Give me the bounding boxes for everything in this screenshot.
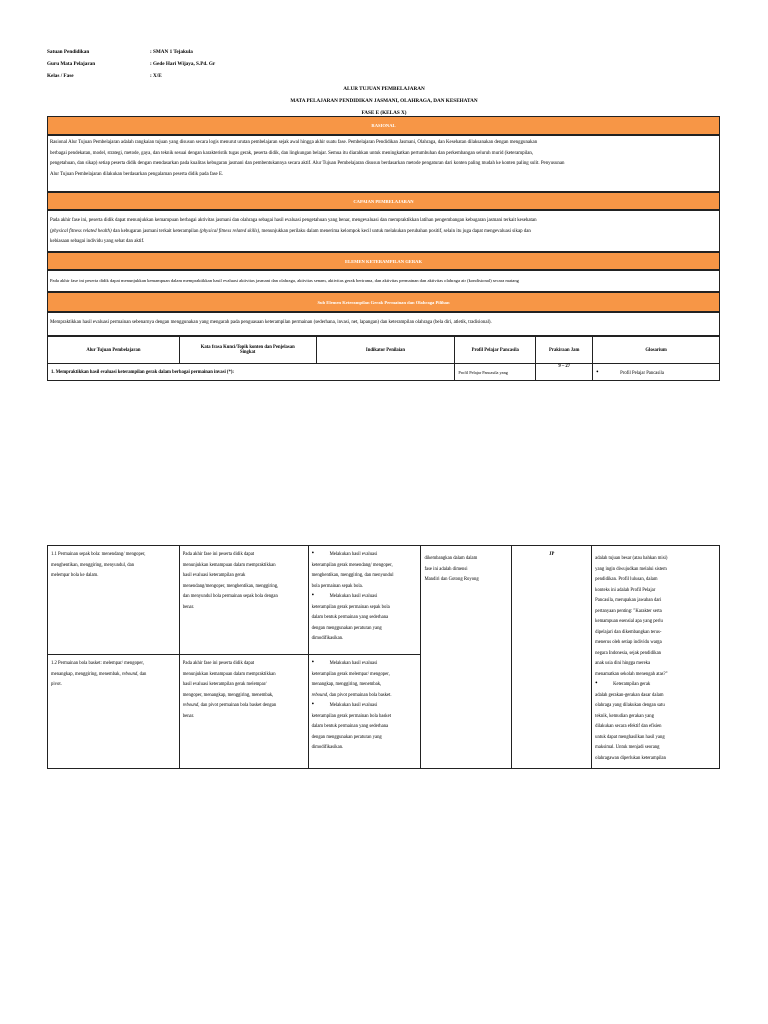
row1-alur: 1. Mempraktikkan hasil evaluasi keterampilan gerak dalam berbagai permainan invasi (*): (48, 364, 455, 381)
info-guru (47, 61, 215, 67)
bullet-icon: • (595, 679, 598, 687)
col-glosarium: Glosarium (593, 337, 720, 364)
rasional-heading: RASIONAL (47, 116, 720, 135)
r1-indikator: • Melakukan hasil evaluasi keterampilan gerak menendang/ mengoper, menghentikan, menggiring, dan menyundul bola permainan sepak bola. • Melakukan hasil evaluasi keterampilan gerak permainan sepak bola dalam bentuk permainan yang sederhana dengan menggunakan peraturan yang dimodifikasikan. (308, 546, 421, 655)
r2-alur: 1.2 Permainan bola basket: melempar/ mengoper, menangkap, menggiring, menembak, rebound, dan pivot. (48, 655, 180, 769)
capaian-mid: dan kebugaran jasmani terkait keterampilan (111, 228, 200, 234)
guru-label: Guru Mata Pelajaran (47, 61, 96, 67)
info-satuan (47, 49, 193, 55)
kelas-label: Kelas / Fase (47, 73, 74, 79)
kelas-value: : X/E (150, 73, 162, 79)
bullet-icon: • (311, 658, 315, 667)
r2-kata-frasa: Pada akhir fase ini peserta didik dapat menunjukkan kemampuan dalam mempraktikkan hasil evaluasi keterampilan gerak melempar/ mengoper, menangkap, menggiring, menembak, rebound, dan pivot permainan bola basket dengan benar. (179, 655, 308, 769)
satuan-value: : SMAN 1 Tejakula (150, 49, 193, 55)
r1-kata-frasa: Pada akhir fase ini peserta didik dapat menunjukkan kemampuan dalam mempraktikkan hasil evaluasi keterampilan gerak menendang/mengoper, menghentikan, menggiring, dan menyundul bola permainan sepak bola dengan benar. (179, 546, 308, 655)
info-kelas (47, 73, 162, 79)
glosarium-cell: adalah tujuan besar (atau bahkan misi) yang ingin diwujudkan melalui sistem pendidikan. Profil lulusan, dalam konteks ini adalah Profil Pelajar Pancasila, merupakan jawaban dari pertanyaan penting: "Karakter serta kemampuan esensial apa yang perlu dipelajari dan dikembangkan terus- menerus oleh setiap individu warga negara Indonesia, sejak pendidikan anak usia dini hingga mereka menamatkan sekolah menengah atas?" • Keterampilan gerak adalah gerakan-gerakan dasar dalam olahraga yang dilakukan dengan satu teknik, kemudian gerakan yang dilakukan secara efektif dan efisien untuk dapat menghasilkan hasil yang maksimal. Untuk menjadi seorang olahragawan diperlukan keterampilan (592, 546, 720, 769)
r1-alur: 1.1 Permainan sepak bola: menendang/ mengoper, menghentikan, menggiring, menyundul, dan melempar bola ke dalam. (48, 546, 180, 655)
capaian-end: , menunjukkan perilaku dalam menerima kelompok kecil untuk melakukan perubahan positif, selain itu juga dapat mengevaluasi sikap dan (259, 228, 531, 234)
row1-jam: 9 – 27 (536, 364, 593, 381)
elemen-text: Pada akhir fase ini peserta didik dapat menunjukkan kemampuan dalam mempraktikkan hasil evaluasi aktivitas jasmani dan olahraga, aktivitas senam, aktivitas gerak berirama, dan aktivitas permainan dan aktivitas olahraga air (kondisional) secara matang (50, 278, 519, 283)
atp-table-header (47, 336, 720, 381)
table-row (48, 364, 720, 381)
atp-table-continued (47, 545, 720, 769)
profil-cell: dikembangkan dalam dalam fase ini adalah dimensi Mandiri dan Gotong Royong (421, 546, 512, 769)
table-row (48, 546, 720, 655)
col-kata-frasa: Kata frasa Kunci/Topik konten dan Penjelasan Singkat (179, 337, 316, 364)
col-profil: Profil Pelajar Pancasila (455, 337, 536, 364)
rasional-line-2: berbagai pendekatan, model, strategi, metode, gaya, dan teknik sesuai dengan karakteristik tugas gerak, peserta didik, dan lingkungan belajar. Semua itu diarahkan untuk meningkatkan pertumbuhan dan perkembangan seluruh murid (keterampilan, (50, 150, 534, 156)
rasional-text (50, 138, 717, 180)
title-mapel: MATA PELAJARAN PENDIDIKAN JASMANI, OLAHRAGA, DAN KESEHATAN (290, 98, 478, 104)
capaian-italic-1: (physical fitness related health) (50, 228, 112, 234)
bullet-icon: • (311, 591, 315, 599)
elemen-heading: ELEMEN KETERAMPILAN GERAK (47, 252, 720, 270)
row1-glosarium: • Profil Pelajar Pancasila (593, 364, 720, 381)
sub-elemen-text: Mempraktikkan hasil evaluasi permainan sebenarnya dengan menggunakan yang mengarah pada penguasaan keterampilan permainan (sederhana, invasi, net, lapangan) dan keterampilan olahraga (bela diri, atletik, tradisional). (50, 320, 492, 325)
rasional-line-3: pengetahuan, dan sikap) setiap peserta didik dengan mendasarkan pada kualitas kebugaran jasmani dan pembentukannya secara aktif. Alur Tujuan Pembelajaran disusun berdasarkan metode pengaturan dari konten paling mudah ke konten paling sulit. Penyusunan (50, 161, 565, 166)
row1-profil: Profil Pelajar Pancasila yang (455, 364, 536, 381)
bullet-icon: • (596, 367, 599, 376)
sub-elemen-heading: Sub Elemen Keterampilan Gerak Permainan dan Olahraga Pilihan (47, 292, 720, 312)
col-alur: Alur Tujuan Pembelajaran (48, 337, 180, 364)
col-prakiraan: Prakiraan Jam (536, 337, 593, 364)
capaian-heading: CAPAIAN PEMBELAJARAN (47, 192, 720, 210)
capaian-line-3: kebiasaan sebagai individu yang sehat dan aktif. (50, 239, 145, 244)
col-indikator: Indikator Penilaian (316, 337, 455, 364)
guru-value: : Gede Hari Wijaya, S.Pd. Gr (150, 61, 216, 67)
capaian-line-2 (50, 227, 717, 238)
title-atp: ALUR TUJUAN PEMBELAJARAN (343, 86, 425, 92)
table-header-row (48, 337, 720, 364)
title-fase: FASE E (KELAS X) (361, 110, 407, 116)
capaian-text (50, 216, 717, 248)
capaian-line-1: Pada akhir fase ini, peserta didik dapat menunjukkan kemampuan berbagai aktivitas jasmani dan olahraga sebagai hasil evaluasi pengetahuan yang benar, mengevaluasi dan mempraktikkan latihan pengembangan kebugaran jasmani terkait kesehatan (50, 218, 537, 223)
rasional-line-1: Rasional Alur Tujuan Pembelajaran adalah rangkaian tujuan yang disusun secara logis menurut urutan pembelajaran sejak awal hingga akhir suatu fase. Pembelajaran Pendidikan Jasmani, Olahraga, dan Kesehatan dilaksanakan dengan menggunakan (50, 140, 538, 145)
bullet-icon: • (311, 700, 315, 709)
satuan-label: Satuan Pendidikan (47, 49, 90, 55)
capaian-italic-2: (physical fitness related skills) (199, 228, 260, 234)
rasional-line-4: Alur Tujuan Pembelajaran dilakukan berdasarkan pengalaman peserta didik pada fase E. (50, 171, 224, 177)
r2-indikator: • Melakukan hasil evaluasi keterampilan gerak melempar/ mengoper, menangkap, menggiring, menembak, rebound, dan pivot permainan bola basket. • Melakukan hasil evaluasi keterampilan gerak permainan bola basket dalam bentuk permainan yang sederhana dengan menggunakan peraturan yang dimodifikasikan. (308, 655, 421, 769)
jp-cell: JP (512, 546, 592, 769)
bullet-icon: • (311, 549, 315, 557)
